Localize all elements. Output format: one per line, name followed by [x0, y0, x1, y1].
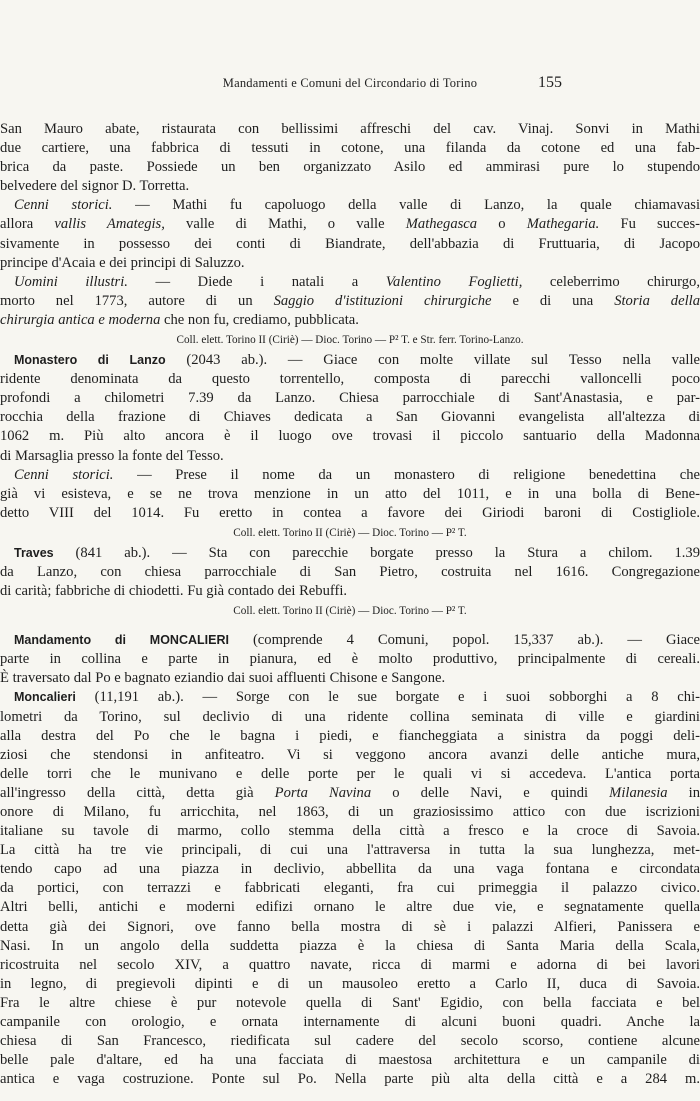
text-line: Cenni storici. — Mathi fu capoluogo della valle di Lanzo, la quale chiamavasi [14, 197, 700, 214]
text-line: delle torri che le munivano e delle porte per le quali vi si accedeva. L'antica porta [0, 765, 700, 782]
text-line: brica da paste. Possiede un ben organizzato Asilo ed ammirasi pure lo stupendo [0, 159, 700, 176]
text-line: Cenni storici. — Prese il nome da un monastero di religione benedettina che [14, 466, 700, 483]
text-line: belle pale d'altare, ed ha una facciata di maestosa architettura e un campanile di [0, 1052, 700, 1069]
text-line: tendo capo ad una piazza in declivio, abbellita da una vaga fontana e circondata [0, 861, 700, 878]
electoral-note: Coll. elett. Torino II (Ciriè) — Dioc. Torino — P² T. e Str. ferr. Torino-Lanzo. [176, 334, 524, 347]
text-line: profondi a chilometri 7.39 da Lanzo. Chiesa parrocchiale di Sant'Anastasia, e par- [0, 390, 700, 407]
text-line: italiane su tavole di marmo, collo stemma della città a fresco e la croce di Savoia. [0, 823, 700, 840]
text-line: detta già dei Signori, ove fanno bella mostra di sè i palazzi Alfieri, Panissera e [0, 918, 700, 935]
text-line: principe d'Acaia e dei principi di Saluzzo. [0, 254, 245, 271]
text-line: È traversato dal Po e bagnato eziandio dai suoi affluenti Chisone e Sangone. [0, 670, 446, 687]
text-line: di carità; fabbriche di chiodetti. Fu già contado dei Rebuffi. [0, 583, 348, 600]
text-line: all'ingresso della città, detta già Porta Navina o delle Navi, e quindi Milanesia in [0, 784, 700, 801]
text-line: 1062 m. Più alto ancora è il luogo ove trovasi il piccolo santuario della Madonna [0, 428, 700, 445]
page-body [0, 120, 700, 1089]
section-label: Uomini illustri. [14, 273, 128, 290]
text-line: rocchia della frazione di Chiaves dedicata a San Giovanni evangelista all'altezza di [0, 409, 700, 426]
entry-heading: Moncalieri [14, 690, 76, 705]
text-line: ricostruita nel secolo XIV, a quattro navate, ricca di marmi e adorna di bei lavori [0, 956, 700, 973]
text-line: due cartiere, una fabbrica di tessuti in cotone, una filanda da cotone ed una fab- [0, 140, 700, 157]
text-line: Monastero di Lanzo (2043 ab.). — Giace con molte villate sul Tesso nella valle [14, 352, 700, 369]
text-line: Nasi. In un angolo della suddetta piazza è la chiesa di Santa Maria della Scala, [0, 937, 700, 954]
text-line: in legno, di pregievoli dipinti e di un mausoleo eretto a Carlo II, duca di Savoia. [0, 975, 700, 992]
running-title: Mandamenti e Comuni del Circondario di Torino [222, 76, 478, 90]
text-line: antica e vaga costruzione. Ponte sul Po. Nella parte più alta della città e a 284 m. [0, 1071, 700, 1088]
text-line: Uomini illustri. — Diede i natali a Valentino Foglietti, celeberrimo chirurgo, [14, 273, 700, 290]
text-line: onore di Milano, fu arricchita, nel 1863, di un graziosissimo attico con due iscrizioni [0, 804, 700, 820]
text-line: campanile con orologio, e ornata internamente di alcuni buoni quadri. Anche la [0, 1014, 700, 1031]
entry-heading: Monastero di Lanzo [14, 353, 166, 368]
entry-heading: Mandamento di MONCALIERI [14, 633, 229, 648]
text-line: alla destra del Po che le bagna i piedi, e fiancheggiata a sinistra da poggi deli- [0, 727, 700, 744]
text-line: di Marsaglia presso la fonte del Tesso. [0, 447, 224, 464]
text-line: ziosi che stendonsi in anfiteatro. Vi si veggono ancora avanzi delle antiche mura, [0, 746, 700, 763]
text-line: da portici, con terrazzi e fabbricati eleganti, fra cui primeggia il palazzo civico. [0, 880, 700, 897]
entry-heading: Traves [14, 545, 54, 560]
text-line: Fra le altre chiese è pur notevole quella di Sant' Egidio, con bella facciata e bel [0, 994, 700, 1011]
text-line: chiesa di San Francesco, riedificata sul cadere del secolo scorso, contiene alcune [0, 1033, 700, 1050]
text-line: chirurgia antica e moderna che non fu, crediamo, pubblicata. [0, 311, 359, 328]
text-line: Mandamento di MONCALIERI (comprende 4 Comuni, popol. 15,337 ab.). — Giace [14, 632, 700, 649]
electoral-note: Coll. elett. Torino II (Ciriè) — Dioc. Torino — P² T. [233, 526, 467, 539]
text-line: Altri belli, antichi e moderni edifizi ornano le altre due vie, e segnatamente quella [0, 899, 700, 916]
text-line: da Lanzo, con chiesa parrocchiale di San Pietro, costruita nel 1616. Congregazione [0, 563, 700, 580]
section-label: Cenni storici. [14, 197, 113, 214]
text-line: detto VIII del 1014. Fu eretto in contea a favore dei Giriodi baroni di Costigliole. [0, 504, 700, 521]
text-line: parte in collina e parte in pianura, ed è molto produttivo, principalmente di cereali. [0, 651, 700, 668]
electoral-note: Coll. elett. Torino II (Ciriè) — Dioc. Torino — P² T. [233, 605, 467, 618]
text-line: sivamente in possesso dei conti di Biandrate, dell'abbazia di Fruttuaria, di Jacopo [0, 235, 700, 252]
text-line: allora vallis Amategis, valle di Mathi, o valle Mathegasca o Mathegaria. Fu succes- [0, 216, 700, 233]
text-line: morto nel 1773, autore di un Saggio d'istituzioni chirurgiche e di una Storia della [0, 292, 700, 309]
text-line: San Mauro abate, ristaurata con bellissimi affreschi del cav. Vinaj. Sonvi in Mathi [0, 121, 700, 137]
page-header [0, 74, 700, 96]
text-line: Moncalieri (11,191 ab.). — Sorge con le sue borgate e i suoi sobborghi a 8 chi- [14, 689, 700, 706]
text-line: La città ha tre vie principali, di cui una l'attraversa in tutta la sua lunghezza, met- [0, 842, 700, 859]
text-line: lometri da Torino, sul declivio di una ridente collina seminata di ville e giardini [0, 708, 700, 725]
text-line: Traves (841 ab.). — Sta con parecchie borgate presso la Stura a chilom. 1.39 [14, 544, 700, 561]
section-label: Cenni storici. [14, 466, 114, 483]
page-number: 155 [538, 74, 562, 91]
text-line: belvedere del signor D. Torretta. [0, 178, 190, 195]
text-line: già vi esisteva, e se ne trova menzione in un atto del 1011, e in una bolla di Bene- [0, 485, 700, 502]
text-line: ridente denominata da questo torrentello, composta di parecchi valloncelli poco [0, 371, 700, 388]
